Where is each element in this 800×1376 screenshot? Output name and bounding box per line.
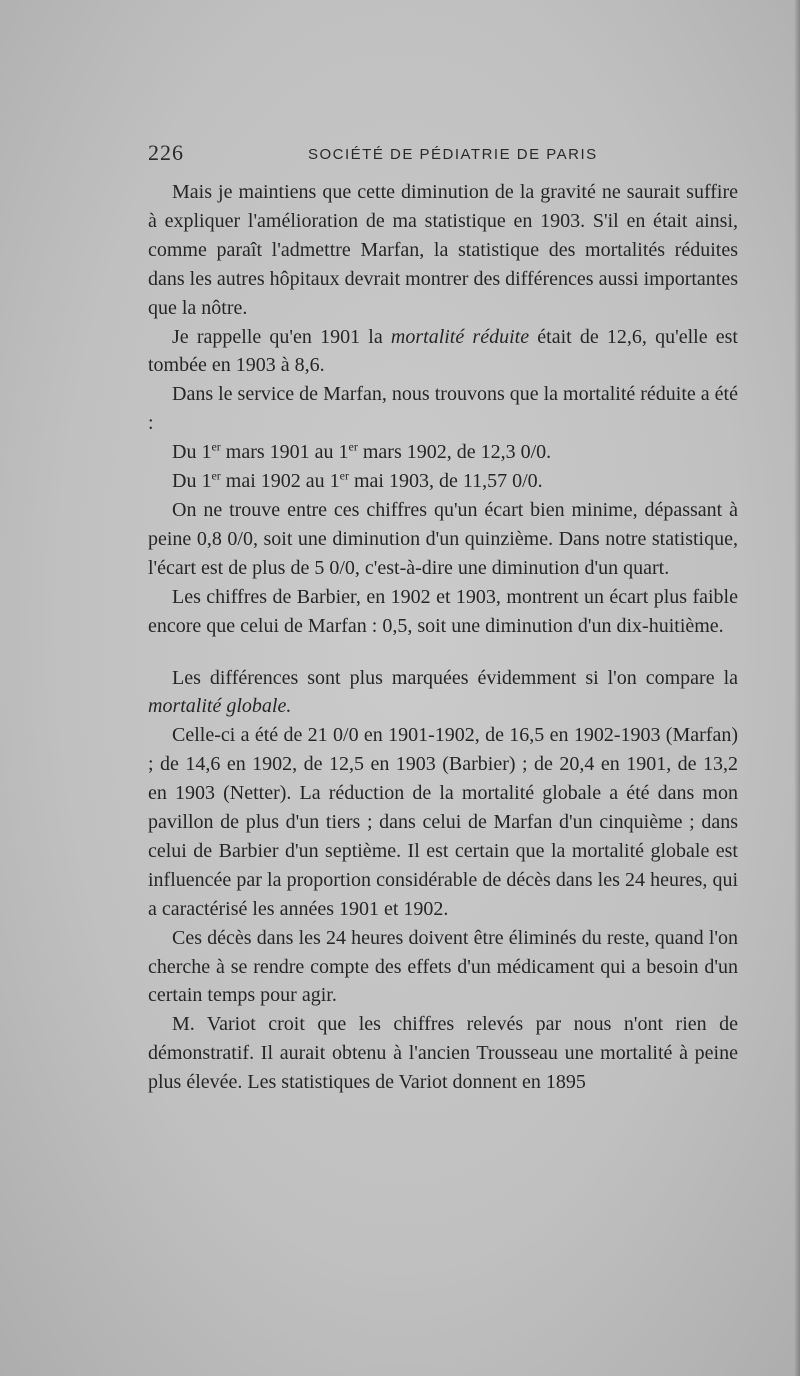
p4-sup1: er (211, 439, 221, 454)
page-gutter-shadow (794, 0, 800, 1376)
paragraph-2-italic: mortalité réduite (390, 325, 530, 348)
paragraph-11: M. Variot croit que les chiffres relevés par nous n'ont rien de démonstratif. Il aurait obtenu à l'ancien Trousseau une mortalité à peine plus élevée. Les statistiques de Variot donnent en 1895 (148, 1013, 738, 1094)
running-head: SOCIÉTÉ DE PÉDIATRIE DE PARIS (308, 146, 598, 163)
p4-b: mars 1901 au 1 (220, 441, 349, 464)
paragraph-6: On ne trouve entre ces chiffres qu'un écart bien minime, dépassant à peine 0,8 0/0, soit une diminution d'un quinzième. Dans notre statistique, l'écart est de plus de 5 0/0, c'est-à-dire une diminution d'un quart. (148, 498, 738, 579)
paragraph-8-text: Les différences sont plus marquées évidemment si l'on compare la (172, 666, 738, 689)
p5-sup2: er (339, 468, 349, 483)
p4-c: mars 1902, de 12,3 0/0. (357, 441, 552, 464)
paragraph-2-text-a: Je rappelle qu'en 1901 la (172, 325, 391, 348)
paragraph-3: Dans le service de Marfan, nous trouvons que la mortalité réduite a été : (148, 383, 738, 435)
paragraph-2 (148, 323, 738, 381)
paragraph-1: Mais je maintiens que cette diminution de la gravité ne saurait suffire à expliquer l'amélioration de ma statistique en 1903. S'il en était ainsi, comme paraît l'admettre Marfan, la statistique des mortalités réduites dans les autres hôpitaux devrait montrer des différences aussi importantes que la nôtre. (148, 181, 739, 319)
paragraph-5 (148, 467, 738, 496)
p5-b: mai 1902 au 1 (220, 470, 340, 493)
p4-sup2: er (348, 439, 358, 454)
paragraph-8-italic: mortalité globale. (148, 695, 292, 718)
p4-a: Du 1 (172, 441, 212, 464)
page-number: 226 (148, 140, 184, 165)
paragraph-8 (148, 664, 738, 722)
p5-sup1: er (211, 468, 221, 483)
paragraph-4 (148, 438, 738, 467)
paragraph-7: Les chiffres de Barbier, en 1902 et 1903, montrent un écart plus faible encore que celui de Marfan : 0,5, soit une diminution d'un dix-huitième. (148, 585, 738, 637)
p5-c: mai 1903, de 11,57 0/0. (348, 470, 543, 493)
page-header (148, 140, 738, 170)
p5-a: Du 1 (172, 470, 212, 493)
body-text (148, 178, 738, 1097)
paragraph-9: Celle-ci a été de 21 0/0 en 1901-1902, de 16,5 en 1902-1903 (Marfan) ; de 14,6 en 1902, de 12,5 en 1903 (Barbier) ; de 20,4 en 1901, de 13,2 en 1903 (Netter). La réduction de la mortalité globale a été dans mon pavillon de plus d'un tiers ; dans celui de Marfan d'un cinquième ; dans celui de Barbier d'un septième. Il est certain que la mortalité globale est influencée par la proportion considérable de décès dans les 24 heures, qui a caractérisé les années 1901 et 1902. (148, 724, 738, 920)
paragraph-10: Ces décès dans les 24 heures doivent être éliminés du reste, quand l'on cherche à se rendre compte des effets d'un médicament qui a besoin d'un certain temps pour agir. (148, 926, 738, 1007)
paragraph-2-text-b: était de 12,6, qu'elle est tombée en 1903 à 8,6. (148, 325, 738, 377)
